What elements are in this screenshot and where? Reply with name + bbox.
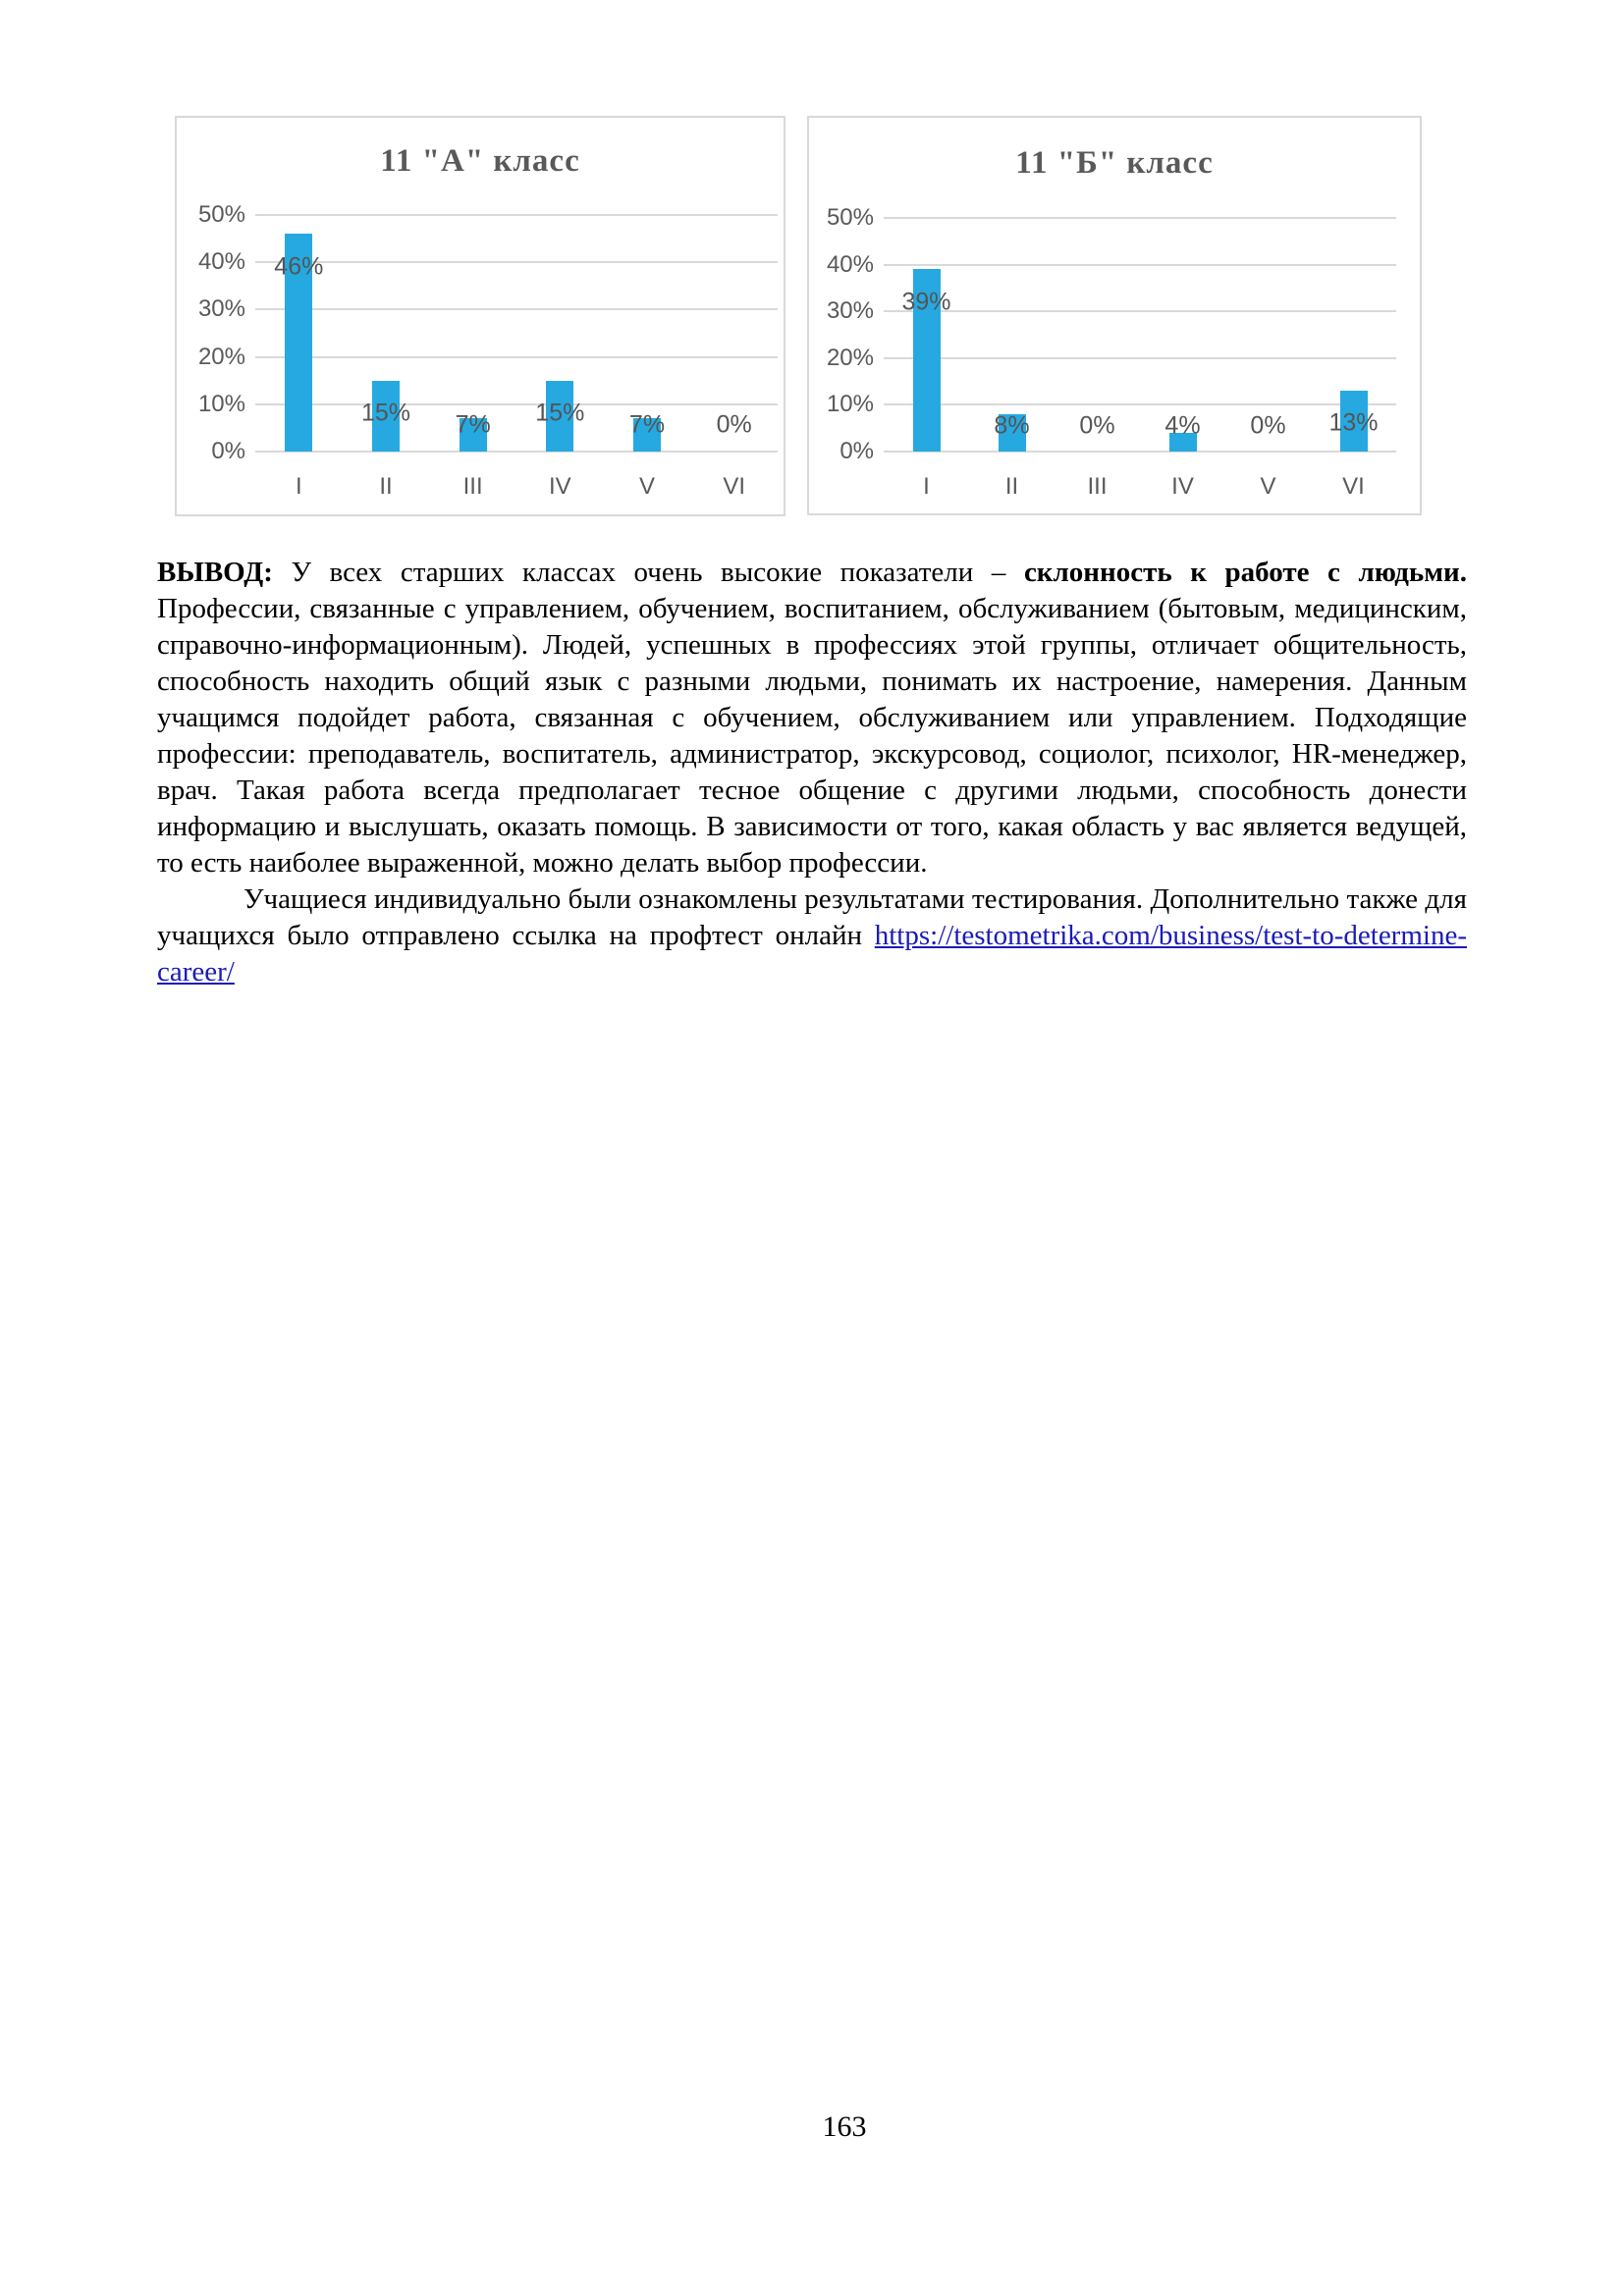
bar-value-label: 0% — [1079, 411, 1115, 440]
bar-value-label: 15% — [360, 399, 411, 427]
bar-value-label: 0% — [1250, 411, 1286, 440]
category-axis-label: VI — [723, 473, 745, 500]
bar-value-label: 13% — [1328, 408, 1379, 437]
gridline — [255, 451, 778, 453]
y-axis-tick-label: 30% — [826, 297, 874, 325]
chart-title: 11 "А" класс — [380, 143, 580, 179]
gridline — [884, 310, 1396, 312]
y-axis-tick-label: 40% — [197, 248, 245, 276]
gridline — [884, 357, 1396, 359]
bar-value-label: 7% — [455, 410, 491, 439]
y-axis-tick-label: 10% — [826, 391, 874, 418]
body-text — [157, 555, 1467, 990]
category-axis-label: II — [379, 473, 393, 500]
text-segment: Профессии, связанные с управлением, обучением, воспитанием, обслуживанием (бытовым, медицинским, справочно-информационным). Людей, успешных в профессиях этой группы, отличает общительность, способность находить общий язык с разными людьми, понимать их настроение, намерения. Данным учащимся подойдет работа, связанная с обучением, обслуживанием или управлением. Подходящие профессии: преподаватель, воспитатель, администратор, экскурсовод, социолог, психолог, HR-менеджер, врач. Такая работа всегда предполагает тесное общение с другими людьми, способность донести информацию и выслушать, оказать помощь. В зависимости от того, какая область у вас является ведущей, то есть наиболее выраженной, можно делать выбор профессии. — [157, 593, 1467, 879]
y-axis-tick-label: 40% — [826, 250, 874, 278]
category-axis-label: VI — [1342, 473, 1365, 500]
text-segment: Учащиеся индивидуально были ознакомлены результатами тестирования. Дополнительно также для учащихся было отправлено ссылка на профтест онлайн — [157, 883, 1467, 951]
y-axis-tick-label: 50% — [197, 201, 245, 228]
category-axis-label: IV — [548, 473, 571, 500]
category-axis-label: V — [1260, 473, 1276, 500]
gridline — [884, 403, 1396, 405]
bar-value-label: 39% — [901, 288, 951, 316]
text-segment: У всех старших классах очень высокие показатели – — [291, 557, 1024, 588]
category-axis-label: I — [923, 473, 930, 500]
bar-value-label: 15% — [535, 399, 585, 427]
category-axis-label: V — [638, 473, 655, 500]
category-axis-label: III — [1087, 473, 1108, 500]
bar-value-label: 7% — [628, 410, 666, 439]
gridline — [255, 261, 778, 263]
page-number: 163 — [822, 2110, 867, 2143]
y-axis-tick-label: 50% — [826, 204, 874, 231]
gridline — [884, 264, 1396, 266]
gridline — [255, 214, 778, 216]
bar-value-label: 8% — [994, 411, 1030, 440]
bar-chart-11b-class — [807, 116, 1422, 515]
conclusion-text — [157, 557, 1467, 879]
proftest-link[interactable]: https://testometrika.com/business/test-to-determine-career/ — [157, 920, 1467, 988]
y-axis-tick-label: 20% — [826, 344, 874, 371]
y-axis-tick-label: 0% — [211, 438, 245, 464]
text-segment: ВЫВОД: — [157, 557, 292, 588]
followup-paragraph — [157, 881, 1467, 990]
gridline — [255, 356, 778, 358]
bar-value-label: 46% — [274, 252, 324, 281]
gridline — [255, 403, 778, 405]
text-segment: склонность к работе с людьми. — [1023, 557, 1467, 588]
conclusion-paragraph — [157, 555, 1467, 881]
y-axis-tick-label: 20% — [197, 343, 245, 370]
bar-chart-11a-class — [175, 116, 785, 516]
bar-value-label: 0% — [716, 410, 752, 439]
category-axis-label: I — [295, 473, 302, 500]
category-axis-label: II — [1004, 473, 1019, 500]
gridline — [884, 217, 1396, 219]
category-axis-label: III — [462, 473, 483, 500]
bar-value-label: 4% — [1164, 411, 1201, 440]
gridline — [884, 451, 1396, 453]
category-axis-label: IV — [1171, 473, 1194, 500]
y-axis-tick-label: 10% — [197, 390, 245, 417]
y-axis-tick-label: 30% — [197, 295, 245, 323]
chart-title: 11 "Б" класс — [1015, 145, 1214, 181]
y-axis-tick-label: 0% — [839, 438, 874, 464]
gridline — [255, 308, 778, 310]
